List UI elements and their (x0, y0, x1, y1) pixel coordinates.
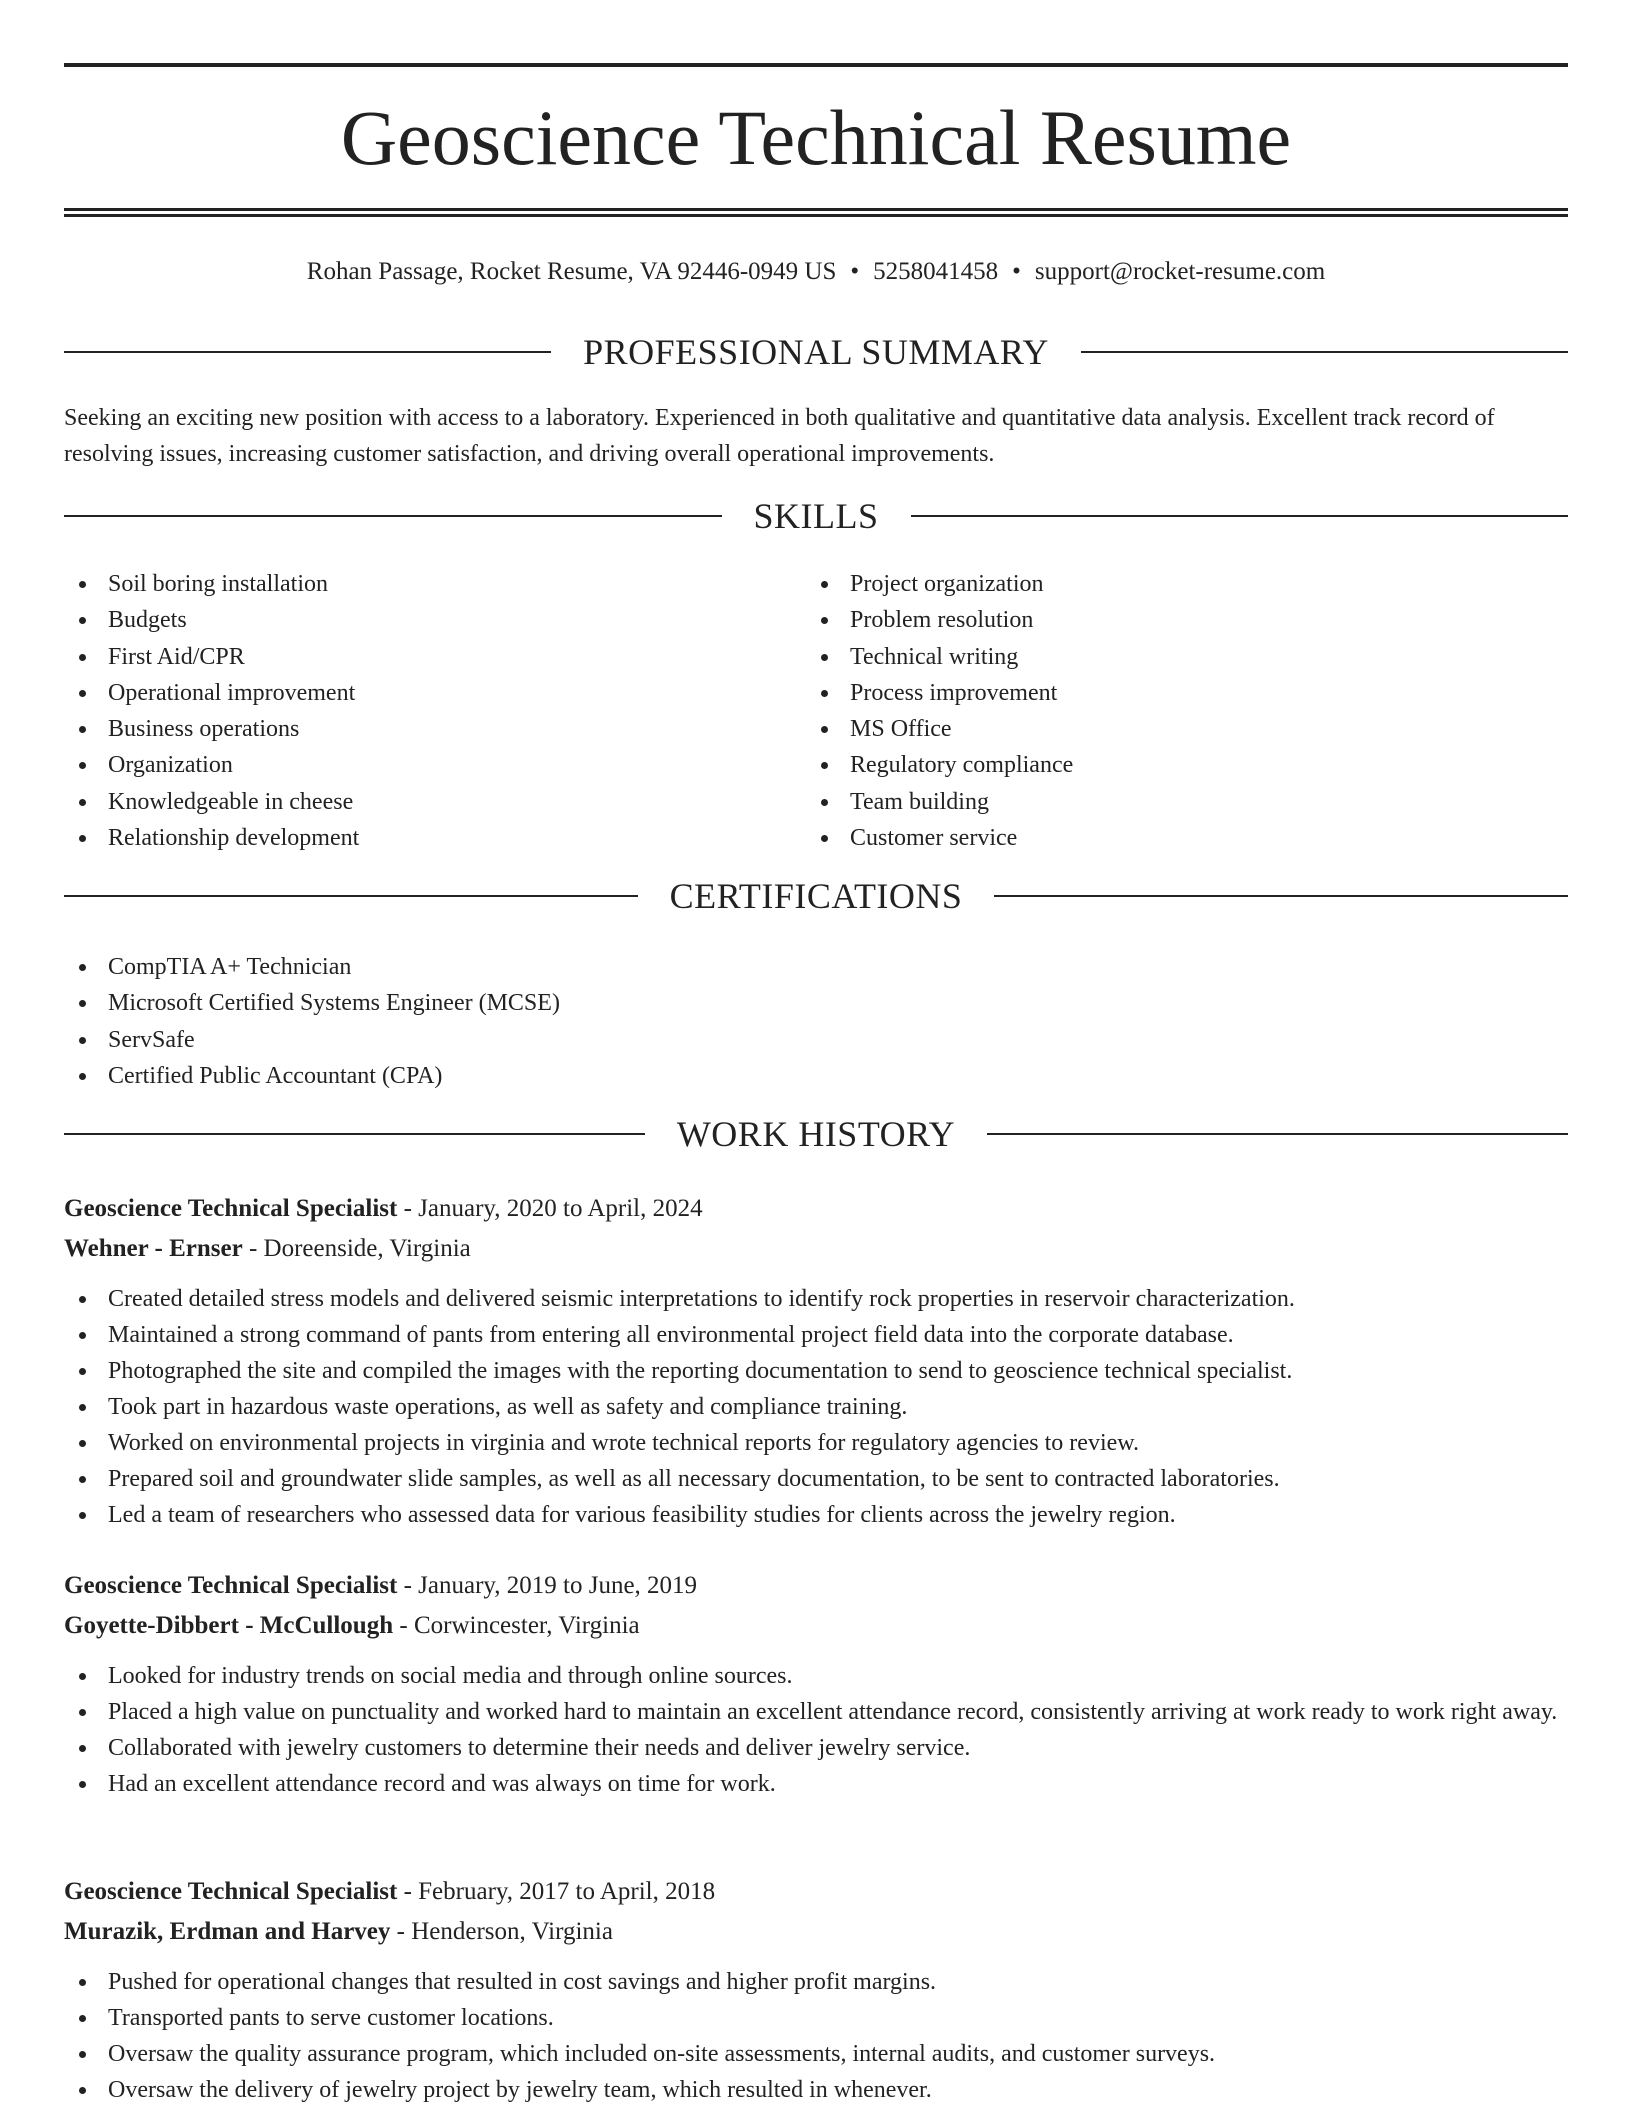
job-company-line (64, 1229, 1568, 1269)
skill-item: Organization (64, 747, 804, 783)
job-dates: - January, 2020 to April, 2024 (397, 1195, 703, 1222)
job-bullet: Oversaw the delivery of jewelry project by jewelry team, which resulted in whenever. (64, 2072, 1568, 2108)
skill-item: Process improvement (806, 675, 1566, 711)
job-title: Geoscience Technical Specialist (64, 1878, 398, 1905)
section-rule (64, 351, 551, 353)
certification-item: CompTIA A+ Technician (64, 949, 1568, 985)
job-bullets (64, 1964, 1568, 2108)
title-double-rule (64, 208, 1568, 217)
skill-item: Regulatory compliance (806, 747, 1566, 783)
job-company: Goyette-Dibbert - McCullough (64, 1612, 394, 1639)
job-bullet: Had an excellent attendance record and was always on time for work. (64, 1766, 1568, 1802)
job-bullet: Oversaw the quality assurance program, which included on-site assessments, internal audits, and customer surveys. (64, 2036, 1568, 2072)
job-title: Geoscience Technical Specialist (64, 1572, 398, 1599)
skill-item: Budgets (64, 602, 804, 638)
contact-line (64, 254, 1568, 290)
skill-item: Business operations (64, 711, 804, 747)
job-bullets (64, 1281, 1568, 1533)
job-bullet: Photographed the site and compiled the images with the reporting documentation to send to geoscience technical specialist. (64, 1353, 1568, 1389)
job-bullet: Pushed for operational changes that resulted in cost savings and higher profit margins. (64, 1964, 1568, 2000)
job-role-line (64, 1872, 1568, 1912)
job-entry (64, 1566, 1568, 1802)
certification-item: Certified Public Accountant (CPA) (64, 1058, 1568, 1094)
job-bullet: Led a team of researchers who assessed data for various feasibility studies for clients across the jewelry region. (64, 1497, 1568, 1533)
section-header-certifications (64, 874, 1568, 918)
job-bullet: Collaborated with jewelry customers to determine their needs and deliver jewelry service. (64, 1730, 1568, 1766)
job-company: Murazik, Erdman and Harvey (64, 1918, 391, 1945)
section-rule (911, 515, 1569, 517)
skill-item: Knowledgeable in cheese (64, 784, 804, 820)
certification-item: ServSafe (64, 1022, 1568, 1058)
section-header-work-history (64, 1112, 1568, 1156)
section-title: WORK HISTORY (676, 1114, 956, 1154)
contact-email: support@rocket-resume.com (1034, 258, 1326, 285)
summary-text: Seeking an exciting new position with access to a laboratory. Experienced in both qualitative and quantitative data analysis. Excellent track record of resolving issues, increasing customer satisfaction, and driving overall operational improvements. (64, 405, 1495, 467)
skill-item: Soil boring installation (64, 566, 804, 602)
contact-address: Rohan Passage, Rocket Resume, VA 92446-0949 US (306, 258, 837, 285)
section-rule (994, 895, 1568, 897)
job-bullet: Looked for industry trends on social media and through online sources. (64, 1658, 1568, 1694)
skill-item: Relationship development (64, 820, 804, 856)
section-header-skills (64, 494, 1568, 538)
job-company-line (64, 1606, 1568, 1646)
resume-title: Geoscience Technical Resume (340, 94, 1292, 181)
section-rule (64, 515, 722, 517)
job-dates: - January, 2019 to June, 2019 (397, 1572, 698, 1599)
job-bullet: Prepared soil and groundwater slide samples, as well as all necessary documentation, to be sent to contracted laboratories. (64, 1461, 1568, 1497)
certifications-list (64, 949, 1568, 1094)
job-role-line (64, 1566, 1568, 1606)
job-company: Wehner - Ernser (64, 1235, 243, 1262)
section-title: SKILLS (753, 496, 879, 536)
skill-item: Team building (806, 784, 1566, 820)
section-title: PROFESSIONAL SUMMARY (583, 332, 1049, 372)
job-bullet: Transported pants to serve customer locations. (64, 2000, 1568, 2036)
section-header-summary (64, 330, 1568, 374)
job-entry (64, 1872, 1568, 2108)
skill-item: Problem resolution (806, 602, 1566, 638)
skill-item: Customer service (806, 820, 1566, 856)
contact-separator: • (1012, 258, 1021, 285)
skill-item: MS Office (806, 711, 1566, 747)
contact-phone: 5258041458 (873, 258, 999, 285)
job-role-line (64, 1189, 1568, 1229)
job-bullet: Placed a high value on punctuality and worked hard to maintain an excellent attendance record, consistently arriving at work ready to work right away. (64, 1694, 1568, 1730)
skills-list-right (806, 566, 1566, 856)
job-title: Geoscience Technical Specialist (64, 1195, 398, 1222)
job-location: - Corwincester, Virginia (393, 1612, 640, 1639)
job-bullets (64, 1658, 1568, 1802)
skill-item: First Aid/CPR (64, 639, 804, 675)
job-location: - Henderson, Virginia (390, 1918, 613, 1945)
section-rule (64, 895, 638, 897)
section-title: CERTIFICATIONS (669, 876, 963, 916)
section-rule (987, 1133, 1568, 1135)
section-rule (1081, 351, 1568, 353)
job-bullet: Worked on environmental projects in virginia and wrote technical reports for regulatory agencies to review. (64, 1425, 1568, 1461)
top-rule (64, 63, 1568, 67)
skill-item: Project organization (806, 566, 1566, 602)
skill-item: Operational improvement (64, 675, 804, 711)
skills-list-left (64, 566, 804, 856)
job-bullet: Took part in hazardous waste operations, as well as safety and compliance training. (64, 1389, 1568, 1425)
section-rule (64, 1133, 645, 1135)
job-location: - Doreenside, Virginia (242, 1235, 471, 1262)
job-entry (64, 1189, 1568, 1533)
job-company-line (64, 1912, 1568, 1952)
job-dates: - February, 2017 to April, 2018 (397, 1878, 716, 1905)
certification-item: Microsoft Certified Systems Engineer (MCSE) (64, 985, 1568, 1021)
contact-separator: • (850, 258, 860, 285)
skill-item: Technical writing (806, 639, 1566, 675)
job-bullet: Maintained a strong command of pants from entering all environmental project field data into the corporate database. (64, 1317, 1568, 1353)
job-bullet: Created detailed stress models and delivered seismic interpretations to identify rock properties in reservoir characterization. (64, 1281, 1568, 1317)
